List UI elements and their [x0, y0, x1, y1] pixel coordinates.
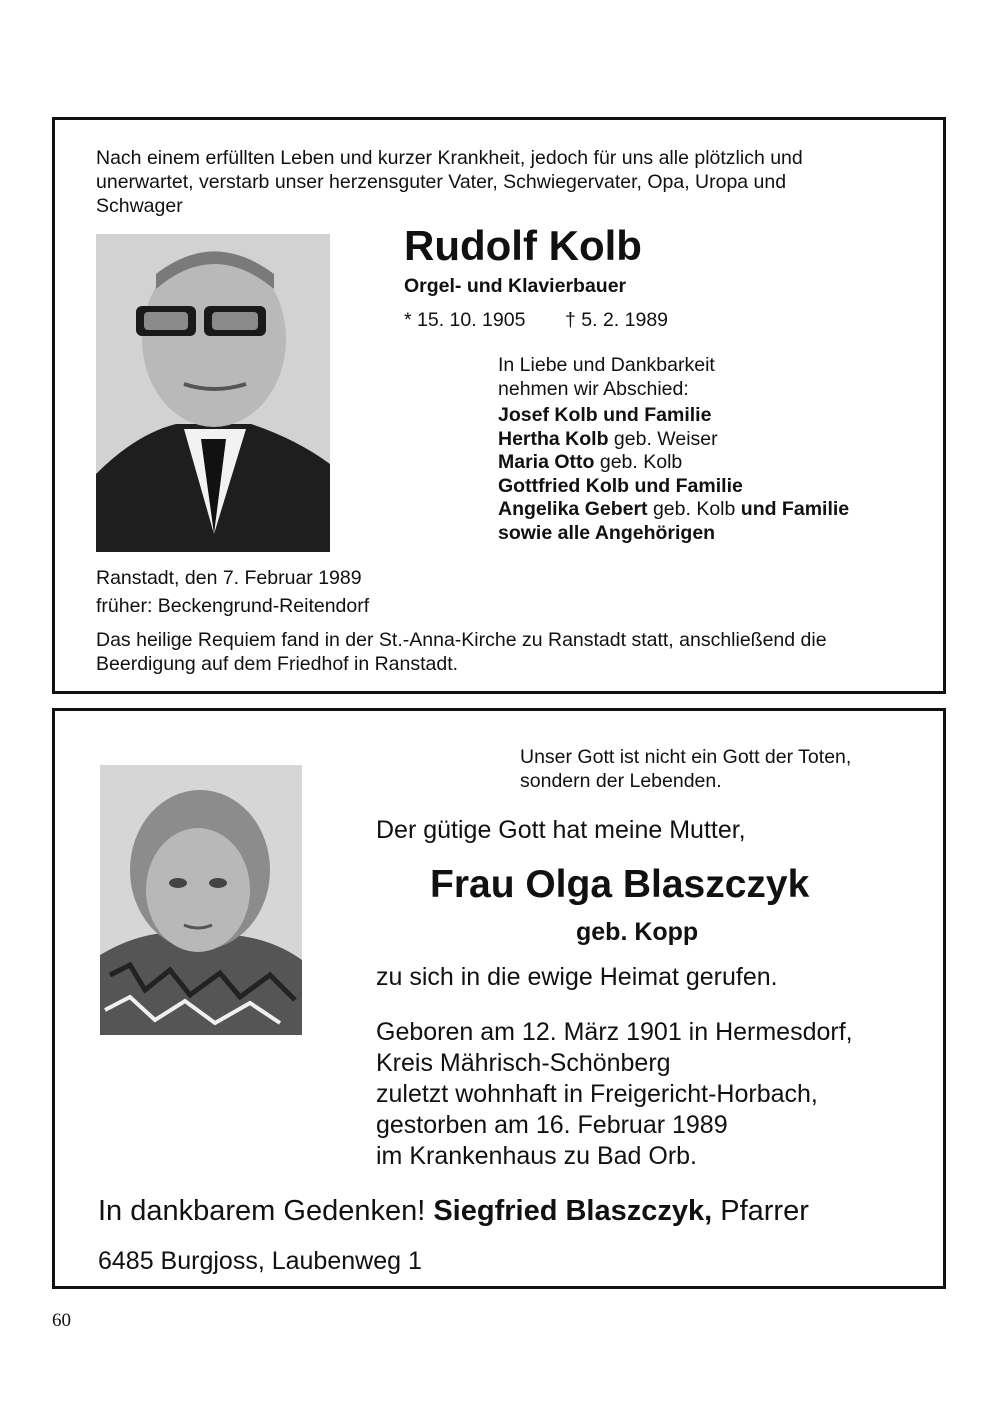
bio-line: zuletzt wohnhaft in Freigericht-Horbach, — [376, 1080, 818, 1108]
mourner-line: Angelika Gebert geb. Kolb und Familie — [498, 498, 850, 521]
mourner-line: sowie alle Angehörigen — [498, 521, 716, 544]
requiem-line: Beerdigung auf dem Friedhof in Ranstadt. — [96, 653, 459, 675]
mourner-line: Gottfried Kolb und Familie — [498, 474, 743, 497]
former-residence: früher: Beckengrund-Reitendorf — [96, 595, 370, 617]
deceased-name: Rudolf Kolb — [404, 222, 642, 269]
portrait-photo-rudolf-kolb — [96, 234, 330, 552]
maiden-name: geb. Kopp — [576, 918, 699, 946]
address: 6485 Burgjoss, Laubenweg 1 — [98, 1247, 422, 1275]
mourners-list — [498, 404, 928, 546]
mourner-line: Maria Otto geb. Kolb — [498, 451, 683, 474]
profession: Orgel- und Klavierbauer — [404, 275, 627, 297]
intro-text — [96, 146, 916, 218]
bio-line: Kreis Mährisch-Schönberg — [376, 1049, 671, 1077]
mourner-line: Josef Kolb und Familie — [498, 404, 712, 426]
called-home-text: zu sich in die ewige Heimat gerufen. — [376, 963, 778, 991]
bio-line: gestorben am 16. Februar 1989 — [376, 1111, 728, 1139]
verse-line: sondern der Lebenden. — [520, 770, 722, 792]
place-date: Ranstadt, den 7. Februar 1989 — [96, 567, 362, 589]
birth-date: * 15. 10. 1905 — [404, 309, 526, 331]
deceased-name: Frau Olga Blaszczyk — [430, 863, 810, 906]
portrait-photo-olga-blaszczyk — [100, 765, 302, 1035]
death-date: † 5. 2. 1989 — [565, 309, 669, 331]
farewell-line: nehmen wir Abschied: — [498, 378, 689, 400]
closing-line: In dankbarem Gedenken! Siegfried Blaszczyk, Pfarrer — [98, 1195, 809, 1227]
lead-text: Der gütige Gott hat meine Mutter, — [376, 816, 746, 844]
verse-line: Unser Gott ist nicht ein Gott der Toten, — [520, 746, 852, 768]
portrait-man-image — [96, 234, 330, 552]
portrait-woman-image — [100, 765, 302, 1035]
bio-line: im Krankenhaus zu Bad Orb. — [376, 1142, 697, 1170]
farewell-line: In Liebe und Dankbarkeit — [498, 354, 715, 376]
farewell-text — [498, 353, 928, 401]
requiem-text — [96, 628, 926, 676]
intro-line: Schwager — [96, 195, 183, 217]
bio-line: Geboren am 12. März 1901 in Hermesdorf, — [376, 1018, 853, 1046]
intro-line: unerwartet, verstarb unser herzensguter Vater, Schwiegervater, Opa, Uropa und — [96, 171, 787, 193]
biography — [376, 1017, 853, 1172]
mourner-line: Hertha Kolb geb. Weiser — [498, 427, 718, 450]
page-number: 60 — [52, 1310, 71, 1331]
intro-line: Nach einem erfüllten Leben und kurzer Krankheit, jedoch für uns alle plötzlich und — [96, 147, 803, 169]
requiem-line: Das heilige Requiem fand in der St.-Anna-Kirche zu Ranstadt statt, anschließend die — [96, 629, 827, 651]
bible-verse — [520, 745, 851, 793]
